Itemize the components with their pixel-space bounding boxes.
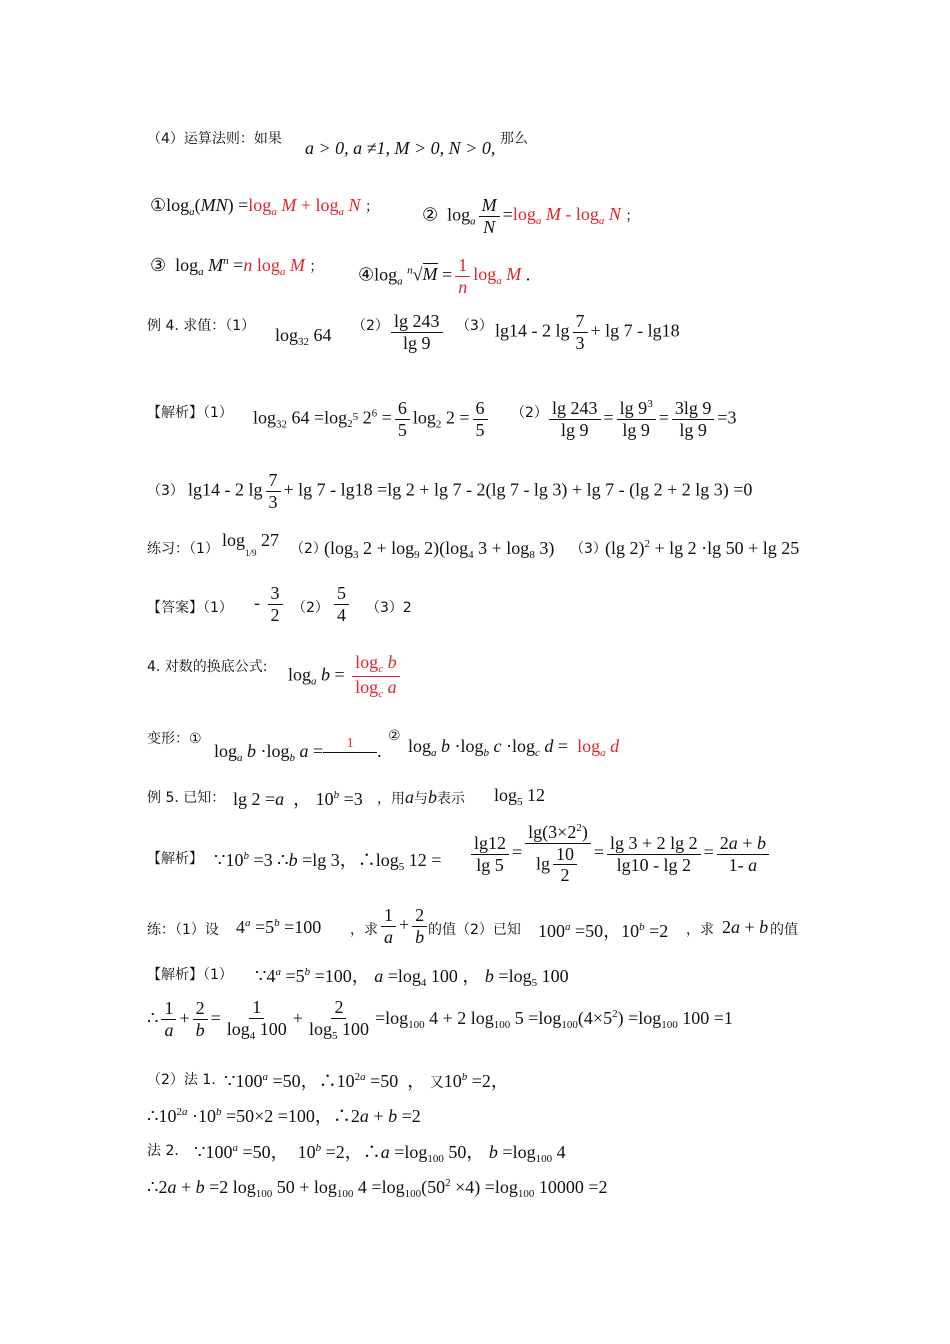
sol4-expr-3: lg14 - 2 lg $\frac{7}{3}$ + lg 7 - lg18 =lg 2 + lg 7 - 2(lg 7 - lg 3) + lg 7 - (lg 2 + 2 lg 3) =0 <box>188 470 753 512</box>
ex5-given: lg 2 =a ， $10^b =3$ <box>233 789 363 809</box>
sol5-chain: $\frac{\lg 12}{\lg 5}$ = $\lg(3\times 2^2)$ lg $\frac{10}{2}$ = $\frac{\lg 3 + 2 \lg 2}{\lg 10 - \lg 2}$ = $\frac{2a + b}{1- a}$ <box>468 822 772 886</box>
variant-2-label: ② <box>388 728 401 744</box>
ex5-target: $\log_5 12$ <box>494 785 546 808</box>
exercise-given-1: $4^a =5^b =100$ <box>236 917 331 937</box>
exercise-ask-1: ，求 <box>350 922 378 938</box>
intro-label: （4）运算法则：如果 <box>147 131 282 147</box>
ex4-p3: （3） <box>456 318 493 334</box>
sol4-expr-1: $\log_{32} 64 =\log_{2^5}$ $2^6$ = $\frac{6}{5}$ $\log_2 2$ = $\frac{6}{5}$ <box>253 398 491 440</box>
sol6-f2: 法 2. <box>147 1143 179 1159</box>
variant-2: $\log_a b \cdot\log_b$ $c \cdot\log_c$ $d = \log_a d$ <box>408 736 620 759</box>
sol4-p2: （2） <box>511 405 548 421</box>
cob-label: 4. 对数的换底公式: <box>147 659 268 675</box>
rule-4: $④\log_a$ $^n$√M = $\frac{1}{n}$ $\log_a M$ . <box>358 255 531 297</box>
sol6-given: $\because 4^a =5^b =100$， $a =\log_4$ 100 ， $b =\log_5$ 100 <box>255 966 569 989</box>
variant-1: $\log_a b \cdot\log_b$ a = 1 . <box>214 736 382 764</box>
practice-p2: （2） <box>290 541 327 557</box>
answer-label: 【答案】（1） <box>147 600 233 616</box>
sol4-label: 【解析】（1） <box>147 405 233 421</box>
practice-expr-3: (lg 2)$^2$ + lg 2 ·lg 50 + lg 25 <box>605 538 800 558</box>
sol6-chain: ∴ $\frac{1}{a}$ + $\frac{2}{b}$ = $\frac{1}{\log_4 100}$ + $\frac{2}{\log_5 100}$ $=\log_{100}$ 4 + 2 $\log_{100} 5 =\log_{100}(4\times 5^2) =\log_{100}$ 100 =1 <box>147 997 733 1042</box>
sol6-p2: （2）法 1. <box>147 1072 216 1088</box>
sol5-label: 【解析】 <box>147 851 203 867</box>
ex4-expr-3: lg14 - 2 lg $\frac{7}{3}$ + lg 7 - lg18 <box>495 311 680 353</box>
sol4-expr-2: $\frac{\lg 243}{\lg 9}$ = $\frac{\lg 9^3}{\lg 9}$ = $\frac{3\lg 9}{\lg 9}$ =3 <box>546 398 737 440</box>
answer-p2: （2） <box>292 600 329 616</box>
intro-after: 那么 <box>500 131 528 147</box>
rule-3: ③ $\log_a M^n =n$ $\log_a M$ ； <box>150 255 324 278</box>
rule-2: ② $\log_a$ $\frac{M}{N}$ $=\log_a$ M - $\log_a N$ ； <box>422 195 640 237</box>
sol6-m1: $\because 100^a =50$，$\therefore 10^{2a} =50$ ， 又$10^b =2$， <box>224 1071 509 1091</box>
practice-expr-1: $\log_{1/9} 27$ <box>222 530 280 558</box>
sol6-m2: $\because 100^a =50$， $10^b =2$，∴a $=\log_{100}$ 50， $b =\log_{100}$ 4 <box>194 1142 566 1165</box>
sol6-m1-result: $\therefore 10^{2a} \cdot 10^b =50\times 2 =100$，∴2a + b =2 <box>147 1106 421 1126</box>
answer-3: （3）2 <box>366 600 412 616</box>
ex5-label: 例 5. 已知： <box>147 790 226 806</box>
ex4-expr-2: $\frac{\lg 243}{\lg 9}$ <box>388 311 446 353</box>
exercise-expr-2: 2a + b <box>722 917 769 937</box>
practice-expr-2: ($\log_3$ $2 + \log_9 2)(\log_4$ $3 + \log_8 3$) <box>324 538 555 561</box>
answer-2: $\frac{5}{4}$ <box>331 583 352 625</box>
ex4-label: 例 4. 求值：（1） <box>147 318 256 334</box>
exercise-label: 练：（1）设 <box>147 922 219 938</box>
exercise-val-1: 的值（2）已知 <box>428 922 521 938</box>
ex4-expr-1: $\log_{32} 64$ <box>275 325 332 348</box>
sol5-given: $\because 10^b =3$ ∴b =lg 3，$\therefore\log_5$ 12 = <box>214 850 442 873</box>
sol6-m2-result: ∴2a + b =2 $\log_{100} 50 + \log_{100} 4 =\log_{100}(50^2 \times 4) =\log_{100}$ 10000 =2 <box>147 1177 608 1200</box>
variant-label: 变形：① <box>147 731 202 747</box>
exercise-expr-1: $\frac{1}{a}$ + $\frac{2}{b}$ <box>378 905 430 947</box>
practice-p3: （3） <box>570 541 607 557</box>
answer-1: - $\frac{3}{2}$ <box>254 583 286 625</box>
rule-1: $①\log_a(MN) =\log_a$ $M + \log_a N$ ； <box>150 195 379 218</box>
intro-condition: a > 0, a ≠1, M > 0, N > 0, <box>305 138 496 158</box>
exercise-val-2: 的值 <box>770 922 798 938</box>
exercise-given-2: $100^a =50$，$10^b =2$ <box>538 921 669 941</box>
ex5-text: ，用a与b表示 <box>377 787 465 807</box>
sol4-p3: （3） <box>147 483 184 499</box>
ex4-p2: （2） <box>352 318 389 334</box>
exercise-ask-2: ，求 <box>686 922 714 938</box>
cob-formula: $\log_a b$ = $\frac{\log_c b}{\log_c a}$ <box>288 652 403 700</box>
sol6-label: 【解析】（1） <box>147 967 233 983</box>
practice-label: 练习：（1） <box>147 541 219 557</box>
